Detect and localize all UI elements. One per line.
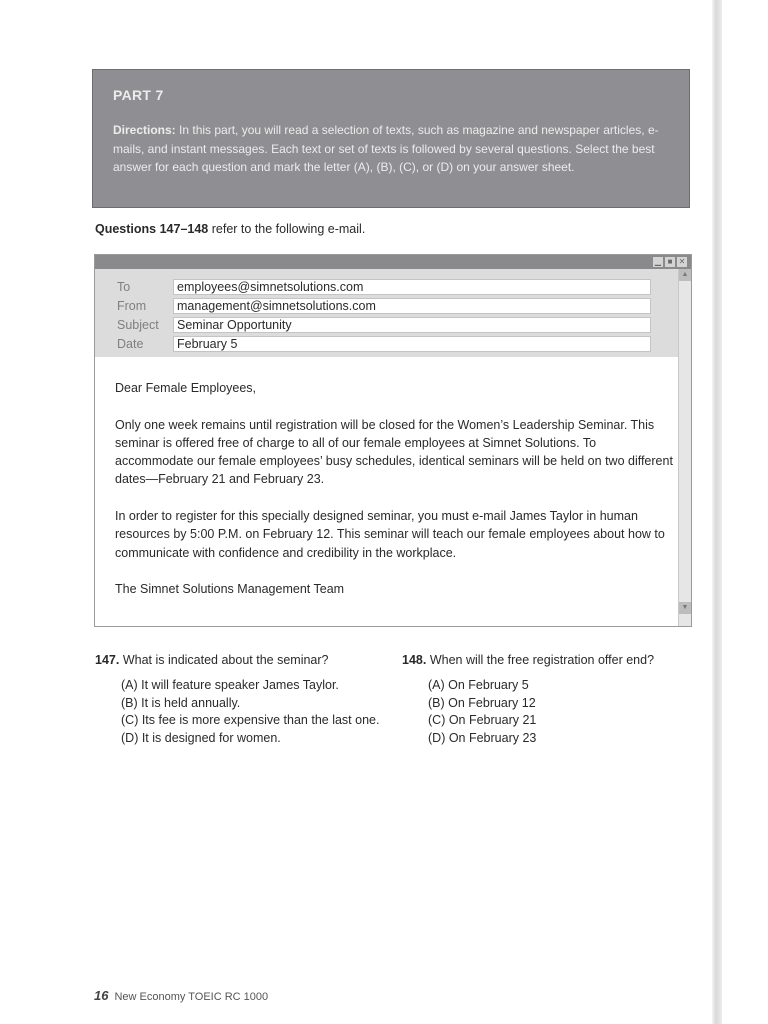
to-field: employees@simnetsolutions.com (173, 279, 651, 295)
answer-options (402, 677, 692, 748)
question-stem (402, 652, 692, 670)
email-body (115, 379, 675, 617)
questions-intro (95, 222, 365, 236)
header-label: From (117, 299, 147, 313)
question-stem (95, 652, 395, 670)
close-icon: ✕ (678, 257, 686, 266)
answer-option: (D) On February 23 (428, 731, 537, 746)
answer-option: (C) On February 21 (428, 713, 537, 728)
email-titlebar (95, 255, 691, 269)
part-title: PART 7 (113, 87, 164, 103)
question-text: When will the free registration offer end? (429, 653, 655, 667)
email-paragraph: Only one week remains until registration will be closed for the Women’s Leadership Seminar. This seminar is offered free of charge to all of our female employees at Simnet Solutions. To accommodate our female employees’ busy schedules, identical seminars will be held on two different dates—February 21 and February 23. (115, 417, 673, 487)
from-field: management@simnetsolutions.com (173, 298, 651, 314)
questions-intro-text: refer to the following e-mail. (211, 222, 366, 236)
answer-option: (C) Its fee is more expensive than the last one. (121, 713, 380, 728)
email-greeting: Dear Female Employees, (115, 381, 257, 395)
question-number: 147. (95, 653, 120, 667)
answer-option: (D) It is designed for women. (121, 731, 281, 746)
maximize-icon: ■ (665, 257, 675, 267)
email-paragraph: In order to register for this specially designed seminar, you must e-mail James Taylor in human resources by 5:00 P.M. on February 12. This seminar will teach our female employees about how to communicate with confidence and credibility in the workplace. (115, 509, 665, 560)
answer-options (95, 677, 395, 748)
answer-option: (A) On February 5 (428, 677, 529, 692)
book-spine-shadow (712, 0, 722, 1024)
question-148 (402, 652, 692, 748)
question-147 (95, 652, 395, 748)
page-number: 16 (94, 988, 109, 1003)
directions-box (92, 69, 690, 208)
answer-option: (B) On February 12 (428, 695, 536, 710)
directions-paragraph (113, 121, 675, 177)
email-signature: The Simnet Solutions Management Team (115, 582, 345, 597)
email-window (94, 254, 692, 627)
email-scrollbar (678, 269, 691, 626)
header-label: To (117, 280, 131, 294)
page-footer (94, 988, 268, 1003)
directions-text: In this part, you will read a selection of texts, such as magazine and newspaper articles, e-mails, and instant messages. Each text or set of texts is followed by several questions. Select the best answer for each question and mark the letter (A), (B), (C), or (D) on your answer sheet. (113, 123, 659, 174)
date-field: February 5 (173, 336, 651, 352)
email-header (95, 269, 678, 357)
header-label: Date (117, 337, 144, 351)
answer-option: (A) It will feature speaker James Taylor. (121, 677, 339, 692)
minimize-icon: ▁ (654, 257, 662, 266)
answer-option: (B) It is held annually. (121, 695, 241, 710)
subject-field: Seminar Opportunity (173, 317, 651, 333)
question-text: What is indicated about the seminar? (122, 653, 329, 667)
header-label: Subject (117, 318, 159, 332)
directions-label: Directions: (113, 123, 176, 137)
questions-range: Questions 147–148 (95, 222, 209, 236)
question-number: 148. (402, 653, 427, 667)
scroll-down-icon: ▼ (679, 602, 691, 614)
book-title: New Economy TOEIC RC 1000 (114, 991, 269, 1003)
scroll-up-icon: ▲ (679, 269, 691, 281)
window-controls (653, 257, 687, 267)
